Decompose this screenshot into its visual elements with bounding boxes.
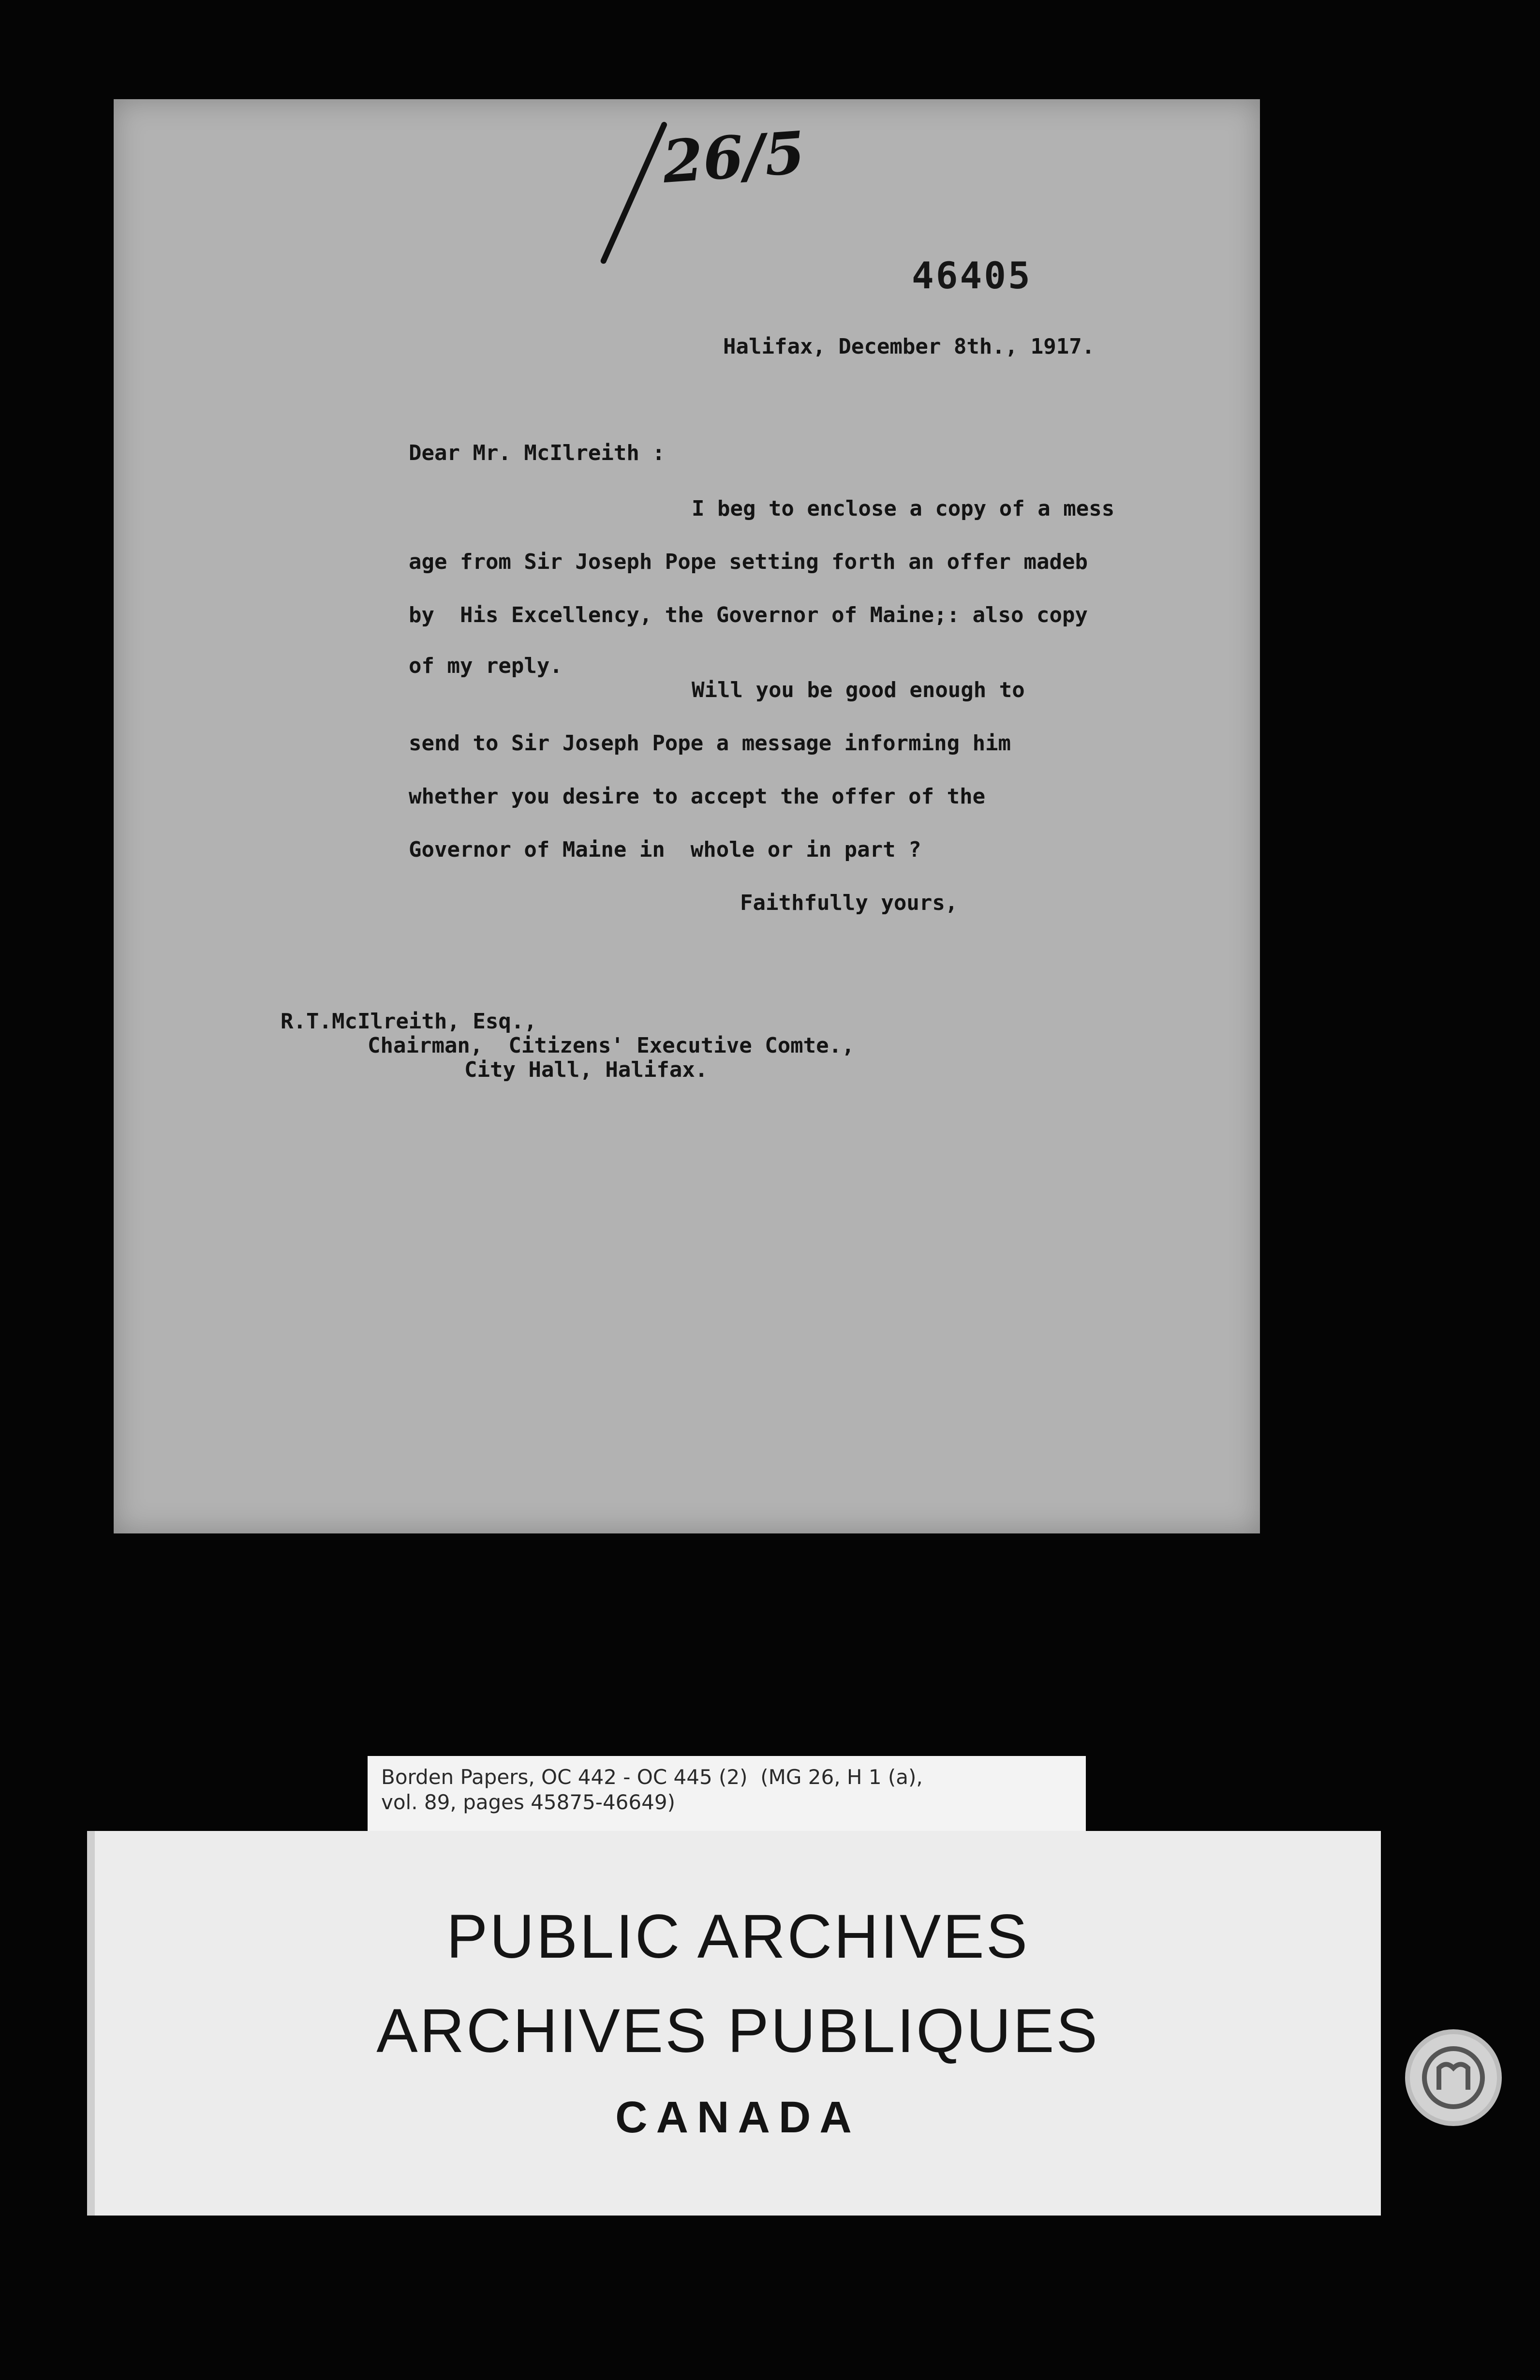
public-archives-stamp: [87, 1831, 1381, 2216]
letter-page: [114, 99, 1260, 1533]
handwritten-note: 26/5: [660, 118, 807, 197]
archives-logo-icon: [1420, 2044, 1487, 2112]
body-line: by His Excellency, the Governor of Maine;: also copy: [409, 603, 1088, 627]
archive-reference-label: [368, 1756, 1086, 1831]
addressee-line: Chairman, Citizens' Executive Comte.,: [368, 1033, 855, 1058]
archive-reference-line: vol. 89, pages 45875-46649): [381, 1790, 675, 1814]
addressee-line: R.T.McIlreith, Esq.,: [281, 1009, 537, 1034]
date-line: Halifax, December 8th., 1917.: [723, 334, 1095, 359]
salutation: Dear Mr. McIlreith :: [409, 441, 665, 465]
handwritten-slash: [600, 121, 668, 265]
closing: Faithfully yours,: [740, 891, 958, 915]
stamp-line-english: PUBLIC ARCHIVES: [446, 1902, 1030, 1971]
body-line: whether you desire to accept the offer of the: [409, 784, 986, 809]
archives-logo: [1405, 2029, 1502, 2126]
addressee-line: City Hall, Halifax.: [464, 1057, 708, 1082]
stamp-line-french: ARCHIVES PUBLIQUES: [376, 1996, 1099, 2066]
stamp-line-country: CANADA: [615, 2093, 860, 2142]
body-line: of my reply.: [409, 654, 563, 678]
body-line: I beg to enclose a copy of a mess: [692, 496, 1115, 521]
body-line: send to Sir Joseph Pope a message informing him: [409, 731, 1011, 756]
document-number: 46405: [912, 254, 1032, 297]
body-line: Governor of Maine in whole or in part ?: [409, 837, 921, 862]
archive-reference-line: Borden Papers, OC 442 - OC 445 (2) (MG 26, H 1 (a),: [381, 1765, 923, 1789]
body-line: Will you be good enough to: [692, 678, 1025, 702]
body-line: age from Sir Joseph Pope setting forth an offer madeb: [409, 550, 1088, 574]
